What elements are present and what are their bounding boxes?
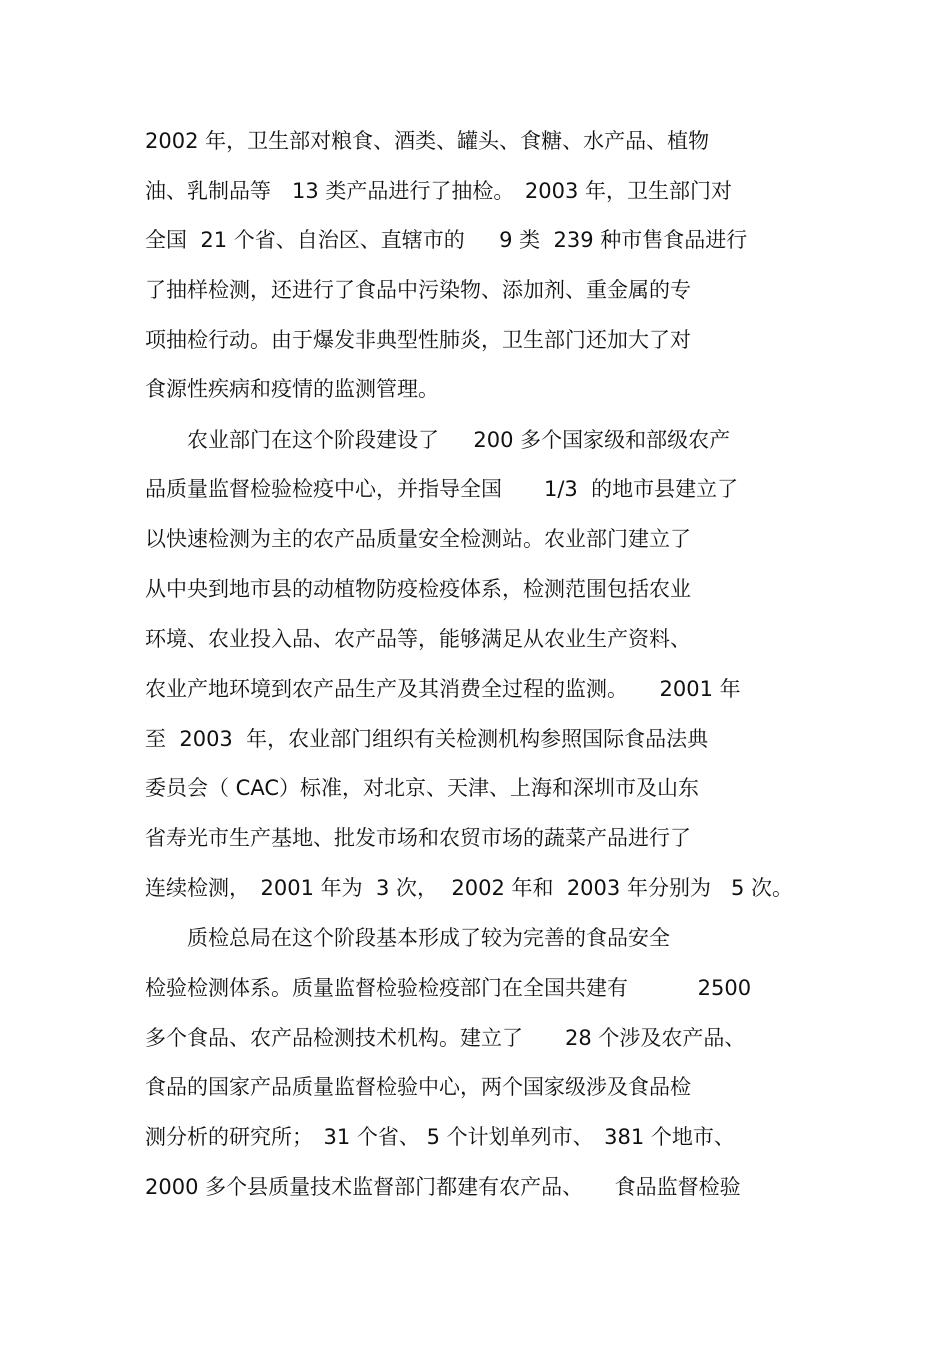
text-line: 全国 21 个省、自治区、直辖市的 9 类 239 种市售食品进行: [145, 228, 748, 252]
text-line: 2002 年，卫生部对粮食、酒类、罐头、食糖、水产品、植物: [145, 129, 710, 153]
text-line: 多个食品、农产品检测技术机构。建立了 28 个涉及农产品、: [145, 1026, 746, 1050]
text-line: 食源性疾病和疫情的监测管理。: [145, 377, 439, 401]
text-line: 了抽样检测，还进行了食品中污染物、添加剂、重金属的专: [145, 278, 691, 302]
text-line: 项抽检行动。由于爆发非典型性肺炎，卫生部门还加大了对: [145, 328, 691, 352]
text-line: 省寿光市生产基地、批发市场和农贸市场的蔬菜产品进行了: [145, 826, 691, 850]
text-line: 至 2003 年，农业部门组织有关检测机构参照国际食品法典: [145, 727, 709, 751]
text-line: 测分析的研究所； 31 个省、 5 个计划单列市、 381 个地市、: [145, 1125, 735, 1149]
text-line: 2000 多个县质量技术监督部门都建有农产品、 食品监督检验: [145, 1175, 741, 1199]
text-line: 检验检测体系。质量监督检验检疫部门在全国共建有 2500: [145, 976, 752, 1000]
text-line: 委员会（ CAC）标准，对北京、天津、上海和深圳市及山东: [145, 776, 699, 800]
text-line: 质检总局在这个阶段基本形成了较为完善的食品安全: [145, 926, 670, 950]
text-line: 环境、农业投入品、农产品等，能够满足从农业生产资料、: [145, 627, 691, 651]
text-line: 油、乳制品等 13 类产品进行了抽检。 2003 年，卫生部门对: [145, 179, 733, 203]
text-line: 农业部门在这个阶段建设了 200 多个国家级和部级农产: [145, 428, 731, 452]
text-line: 以快速检测为主的农产品质量安全检测站。农业部门建立了: [145, 527, 691, 551]
text-line: 从中央到地市县的动植物防疫检疫体系，检测范围包括农业: [145, 577, 691, 601]
text-line: 品质量监督检验检疫中心，并指导全国 1/3 的地市县建立了: [145, 477, 739, 501]
text-line: 连续检测， 2001 年为 3 次， 2002 年和 2003 年分别为 5 次。: [145, 876, 794, 900]
text-line: 农业产地环境到农产品生产及其消费全过程的监测。 2001 年: [145, 677, 741, 701]
text-line: 食品的国家产品质量监督检验中心，两个国家级涉及食品检: [145, 1075, 691, 1099]
